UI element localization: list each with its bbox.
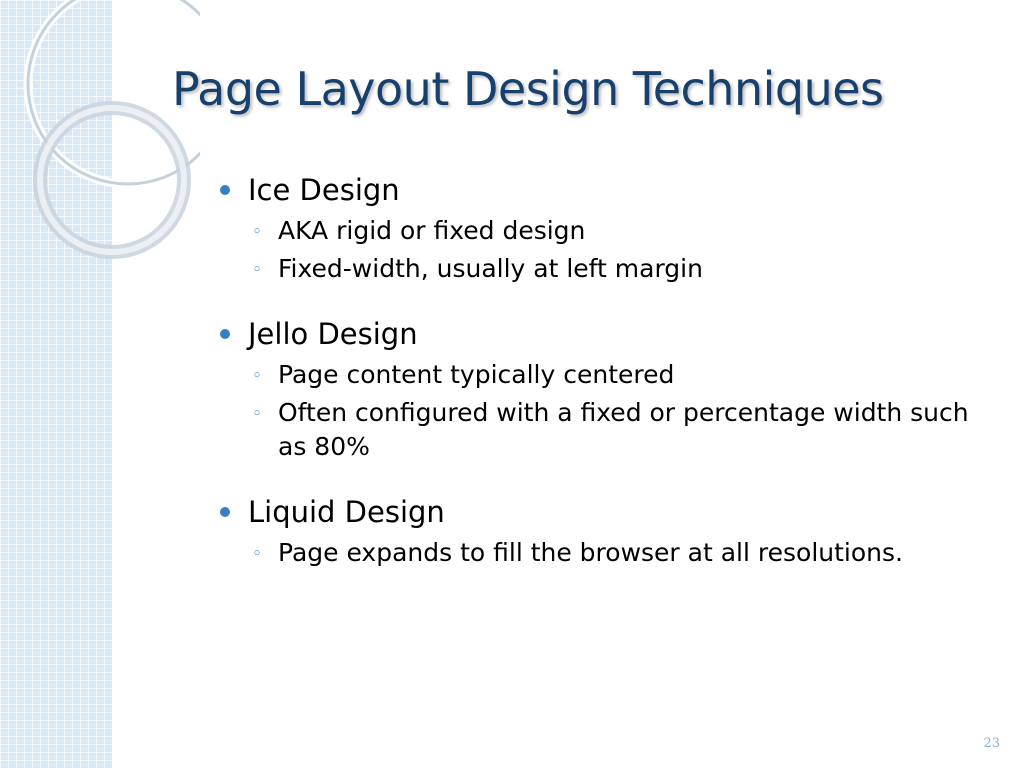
page-number: 23	[983, 736, 1000, 751]
sub-bullet-text: Fixed-width, usually at left margin	[278, 254, 703, 283]
sub-bullet-list	[248, 358, 998, 464]
sub-bullet-list	[248, 536, 998, 570]
sub-bullet-item	[248, 252, 998, 286]
sub-bullet-item	[248, 536, 998, 570]
sub-bullet-item	[248, 396, 998, 464]
sub-bullet-circle-icon: ◦	[252, 366, 263, 386]
bullet-item-ice-design	[218, 170, 998, 286]
slide-title: Page Layout Design Techniques	[172, 62, 884, 116]
bullet-text: Ice Design	[248, 173, 400, 207]
sub-bullet-circle-icon: ◦	[252, 544, 263, 564]
sub-bullet-item	[248, 214, 998, 248]
bullet-text: Liquid Design	[248, 495, 445, 529]
sub-bullet-text: Page expands to fill the browser at all resolutions.	[278, 538, 903, 567]
sub-bullet-text: Page content typically centered	[278, 360, 675, 389]
sub-bullet-circle-icon: ◦	[252, 260, 263, 280]
sub-bullet-list	[248, 214, 998, 286]
decorative-rings	[0, 0, 200, 300]
bullet-dot-icon	[220, 507, 230, 517]
sub-bullet-circle-icon: ◦	[252, 222, 263, 242]
bullet-item-jello-design	[218, 314, 998, 464]
bullet-dot-icon	[220, 185, 230, 195]
sub-bullet-item	[248, 358, 998, 392]
bullet-text: Jello Design	[248, 317, 418, 351]
sub-bullet-text: Often configured with a fixed or percentage width such as 80%	[278, 398, 969, 461]
sub-bullet-circle-icon: ◦	[252, 404, 263, 424]
bullet-list	[218, 170, 998, 574]
bullet-item-liquid-design	[218, 492, 998, 570]
sub-bullet-text: AKA rigid or fixed design	[278, 216, 586, 245]
bullet-dot-icon	[220, 329, 230, 339]
